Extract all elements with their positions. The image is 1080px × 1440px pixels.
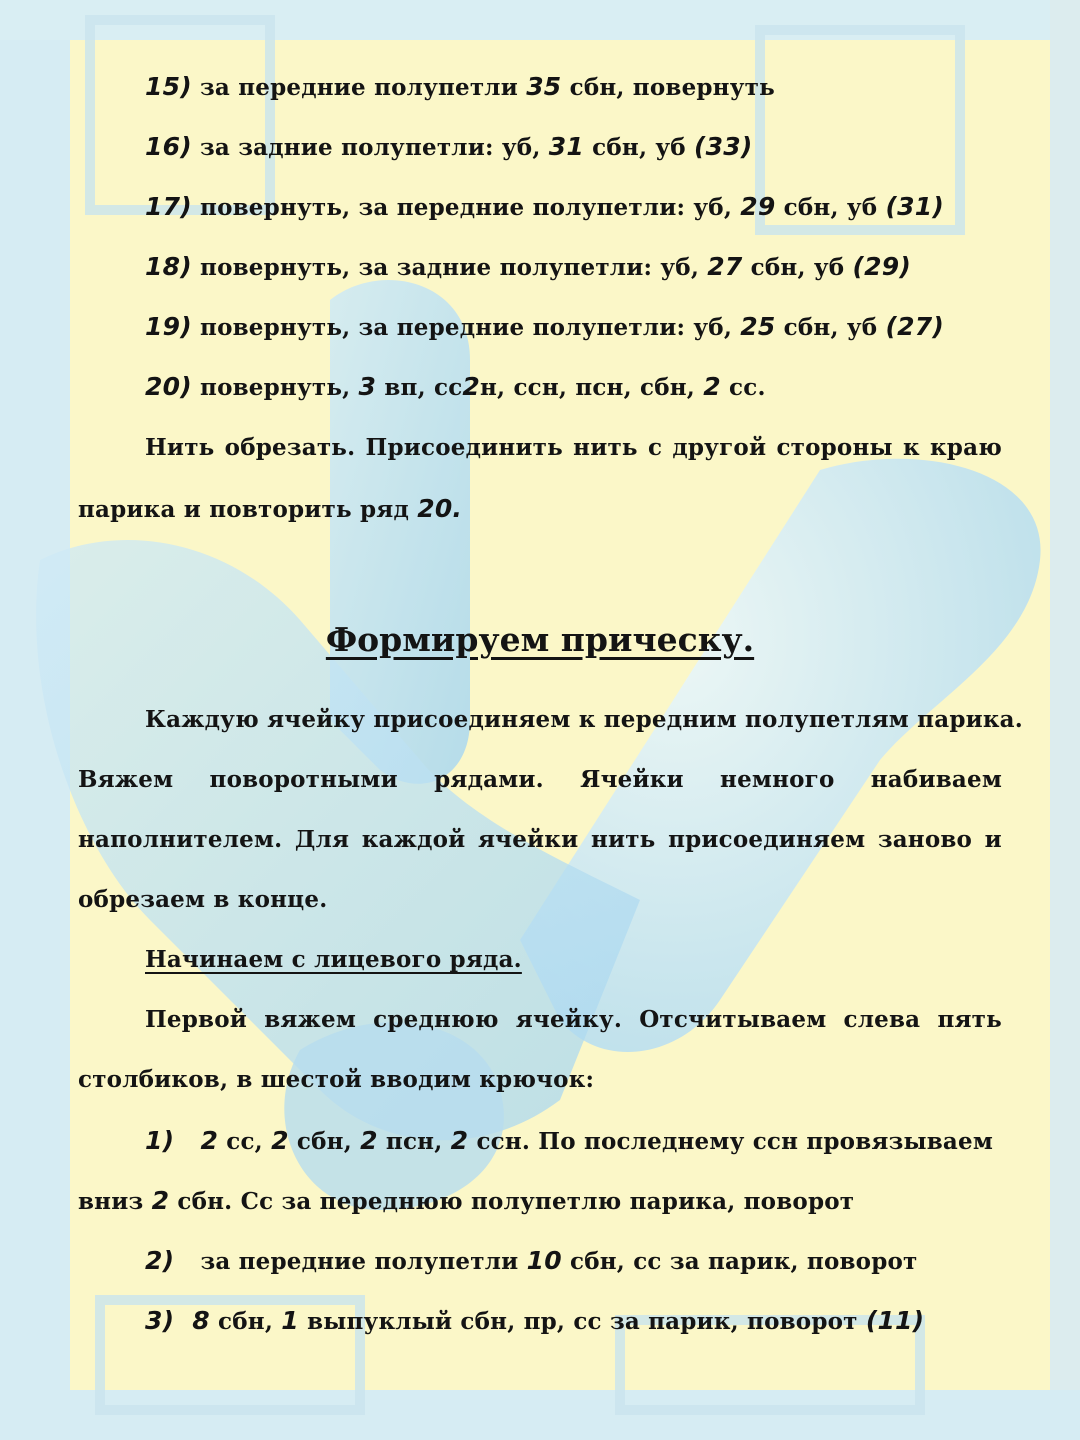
intro-line3: наполнителем. Для каждой ячейки нить присоединяем заново и [78,826,1002,853]
cell-row-3: 3) 8 сбн, 1 выпуклый сбн, пр, сс за парик, поворот (11) [145,1306,925,1335]
cell-row-1-cont: вниз 2 сбн. Сс за переднюю полупетлю парика, поворот [78,1186,855,1215]
pattern-row-16: 16) за задние полупетли: уб, 31 сбн, уб (33) [145,132,753,161]
row-number: 15) [145,72,192,101]
row-number: 20) [145,372,192,401]
intro-line2: Вяжем поворотными рядами. Ячейки немного набиваем [78,766,1002,793]
cell-row-1: 1) 2 сс, 2 сбн, 2 псн, 2 ссн. По последнему ссн провязываем [145,1126,994,1155]
start-note: Начинаем с лицевого ряда. [145,946,522,973]
row-number: 1) [145,1126,175,1155]
row-number: 3) [145,1306,175,1335]
first-cell-line2: столбиков, в шестой вводим крючок: [78,1066,595,1093]
pattern-row-17: 17) повернуть, за передние полупетли: уб, 29 сбн, уб (31) [145,192,944,221]
row-number: 18) [145,252,192,281]
intro-line4: обрезаем в конце. [78,886,328,913]
cell-row-2: 2) за передние полупетли 10 сбн, сс за парик, поворот [145,1246,918,1275]
row-number: 2) [145,1246,175,1275]
cut-paragraph-line2: парика и повторить ряд 20. [78,494,463,523]
pattern-row-19: 19) повернуть, за передние полупетли: уб, 25 сбн, уб (27) [145,312,944,341]
pattern-row-15: 15) за передние полупетли 35 сбн, повернуть [145,72,775,101]
cut-paragraph-line1: Нить обрезать. Присоединить нить с другой стороны к краю [145,434,1002,461]
pattern-row-18: 18) повернуть, за задние полупетли: уб, 27 сбн, уб (29) [145,252,911,281]
intro-line1: Каждую ячейку присоединяем к передним полупетлям парика. [145,706,1023,733]
section-title: Формируем прическу. [325,620,755,659]
row-number: 19) [145,312,192,341]
first-cell-line1: Первой вяжем среднюю ячейку. Отсчитываем слева пять [145,1006,1002,1033]
pattern-row-20: 20) повернуть, 3 вп, сс2н, ссн, псн, сбн, 2 сс. [145,372,766,401]
row-number: 16) [145,132,192,161]
row-number: 17) [145,192,192,221]
